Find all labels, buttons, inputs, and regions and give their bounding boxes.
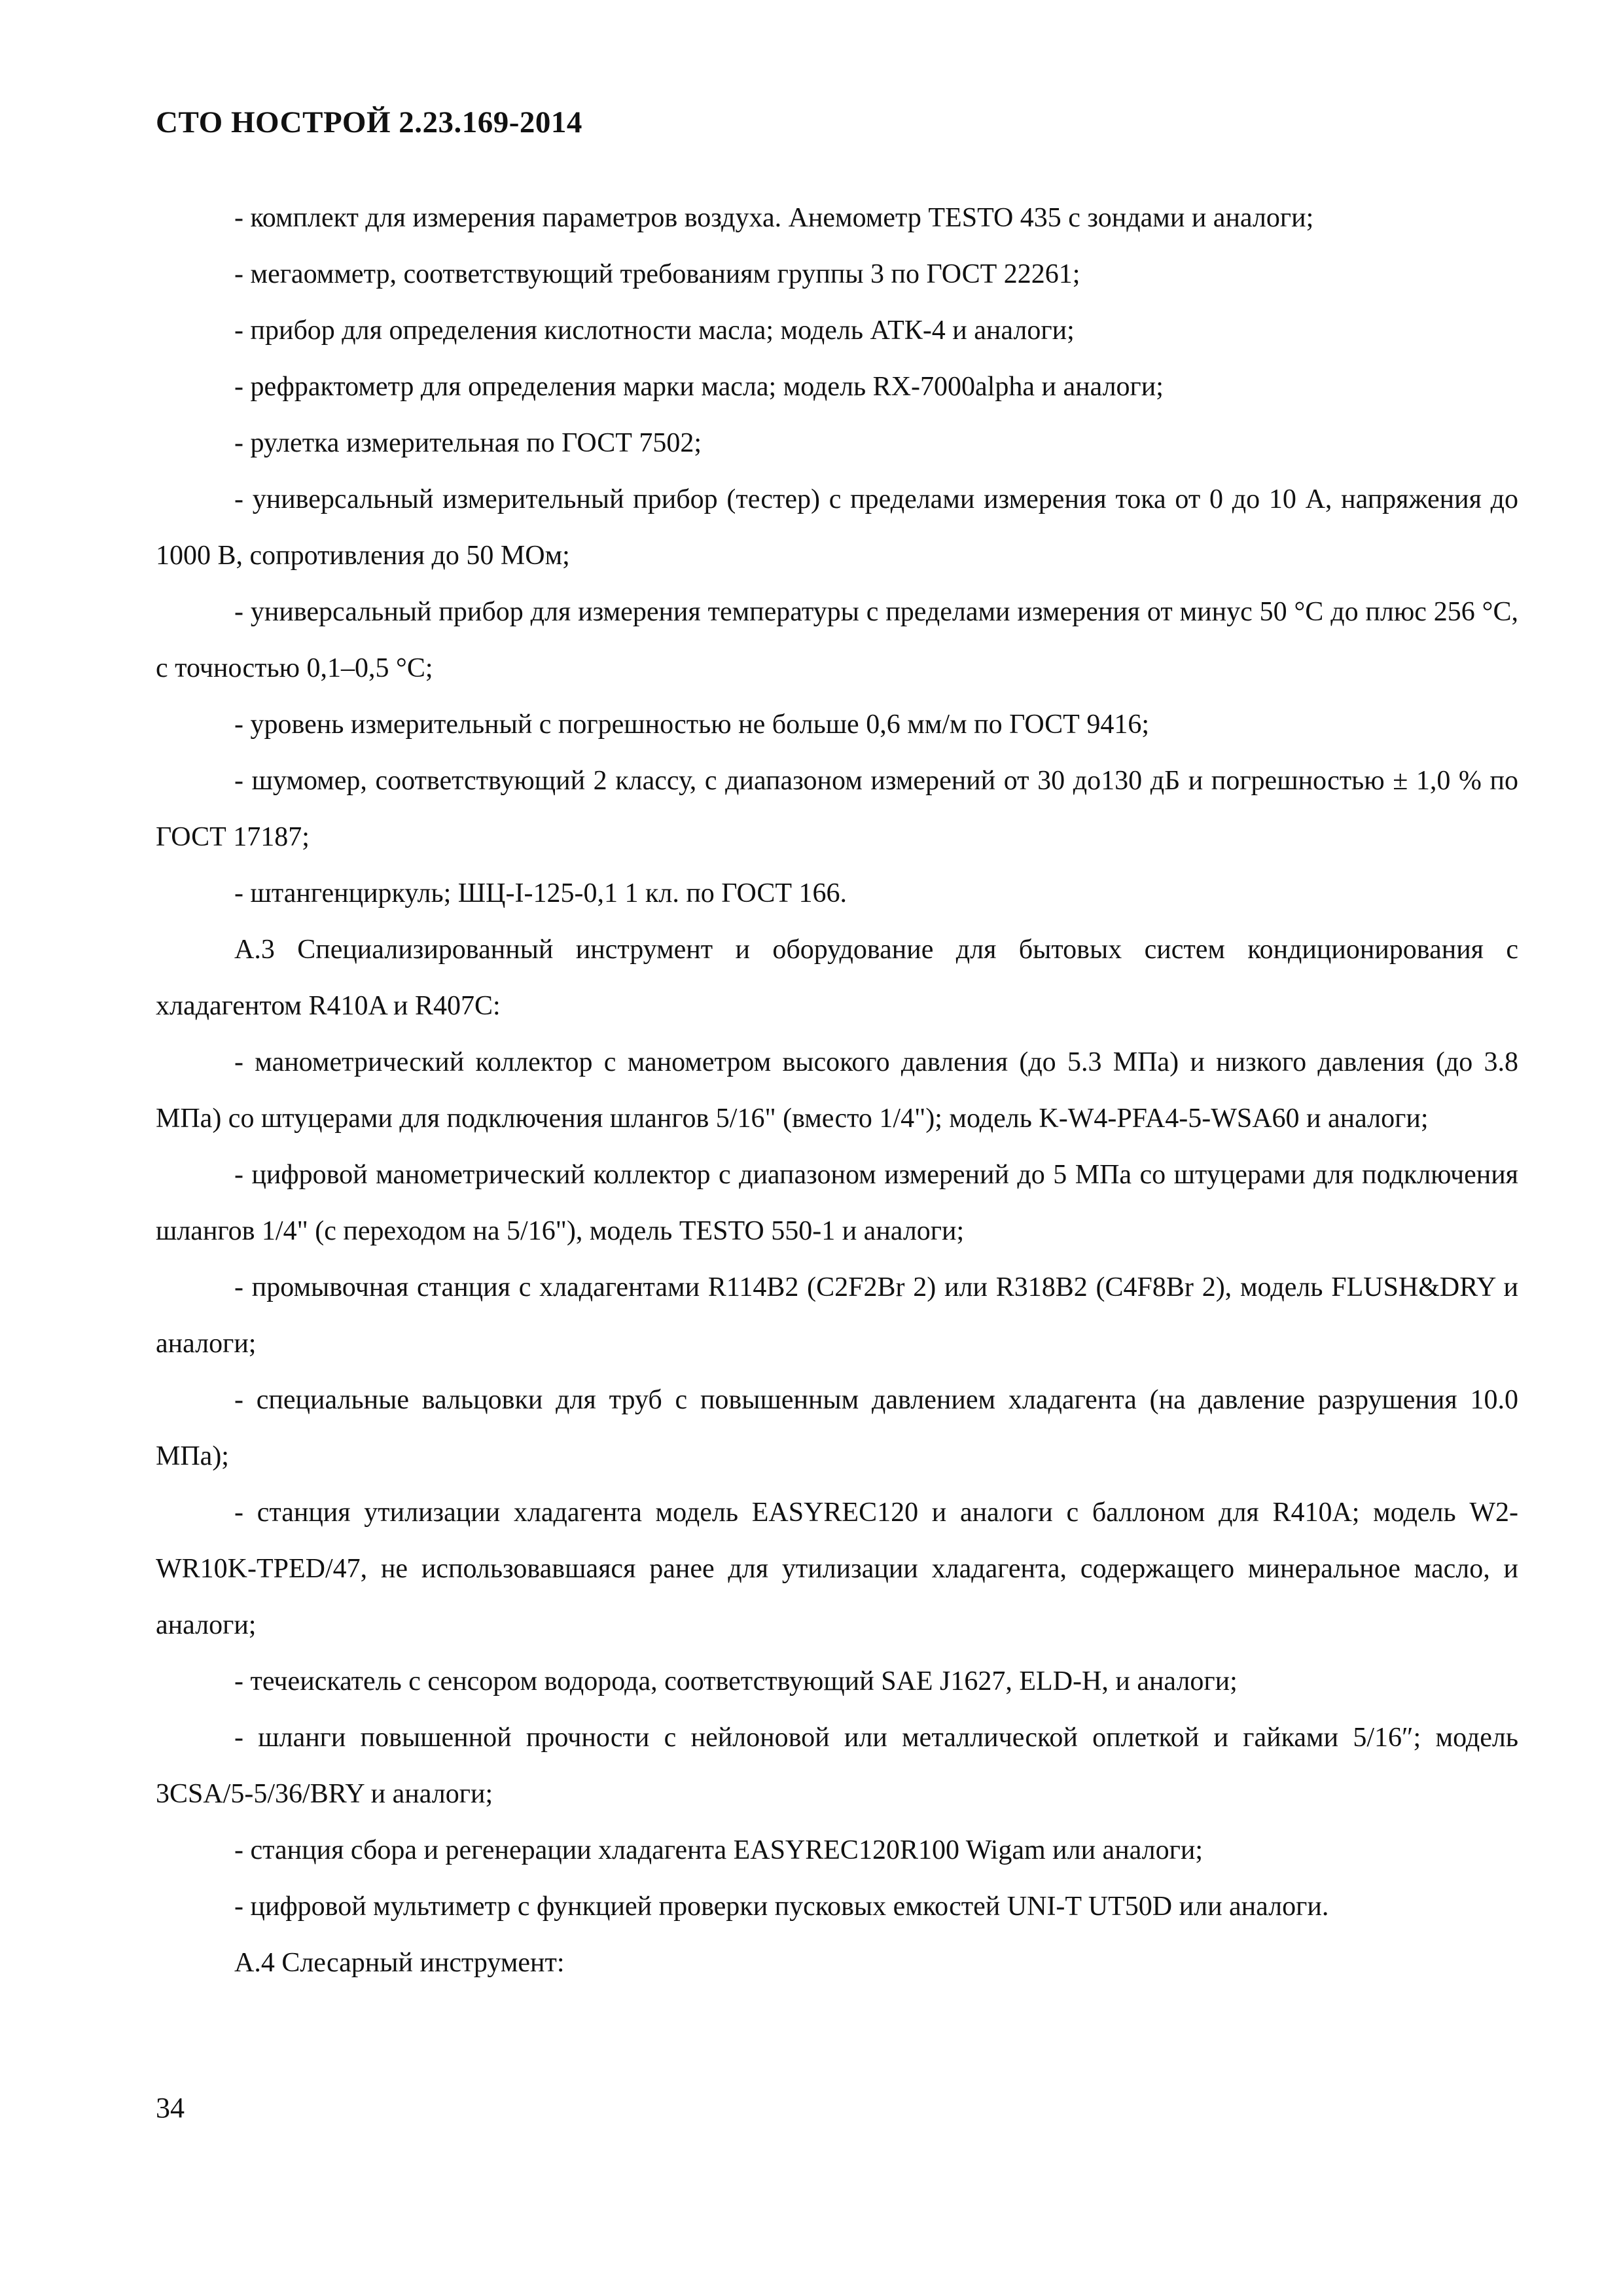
paragraph-12: - манометрический коллектор с манометром высокого давления (до 5.3 МПа) и низкого давления (до 3.8 МПа) со штуцерами для подключения шлангов 5/16" (вместо 1/4"); модель K-W4-PFA4-5-WSA60 и аналоги; — [156, 1047, 1518, 1134]
paragraph-9: - шумомер, соответствующий 2 классу, с диапазоном измерений от 30 до130 дБ и погрешностью ± 1,0 % по ГОСТ 17187; — [156, 766, 1518, 852]
paragraph-8: - уровень измерительный с погрешностью не больше 0,6 мм/м по ГОСТ 9416; — [234, 709, 1149, 740]
paragraph-7: - универсальный прибор для измерения температуры с пределами измерения от минус 50 °С до плюс 256 °С, с точностью 0,1–0,5 °С; — [156, 597, 1518, 683]
paragraph-6: - универсальный измерительный прибор (тестер) с пределами измерения тока от 0 до 10 А, напряжения до 1000 В, сопротивления до 50 МОм; — [156, 484, 1518, 571]
paragraph-16: - станция утилизации хладагента модель EASYREC120 и аналоги с баллоном для R410A; модель W2-WR10K-TPED/47, не использовавшаяся ранее для утилизации хладагента, содержащего минеральное масло, и аналоги; — [156, 1498, 1518, 1640]
paragraph-5: - рулетка измерительная по ГОСТ 7502; — [234, 428, 702, 458]
paragraph-3: - прибор для определения кислотности масла; модель АТК-4 и аналоги; — [234, 315, 1075, 346]
paragraph-15: - специальные вальцовки для труб с повышенным давлением хладагента (на давление разрушения 10.0 МПа); — [156, 1385, 1518, 1471]
paragraph-19: - станция сбора и регенерации хладагента EASYREC120R100 Wigam или аналоги; — [234, 1835, 1204, 1865]
paragraph-13: - цифровой манометрический коллектор с диапазоном измерений до 5 МПа со штуцерами для подключения шлангов 1/4" (с переходом на 5/16"), модель TESTO 550-1 и аналоги; — [156, 1160, 1518, 1246]
paragraph-10: - штангенциркуль; ШЦ-I-125-0,1 1 кл. по ГОСТ 166. — [234, 878, 847, 908]
paragraph-2: - мегаомметр, соответствующий требованиям группы 3 по ГОСТ 22261; — [234, 259, 1080, 289]
paragraph-1: - комплект для измерения параметров воздуха. Анемометр TESTO 435 с зондами и аналоги; — [234, 203, 1314, 233]
paragraph-17: - течеискатель с сенсором водорода, соответствующий SAE J1627, ELD-H, и аналоги; — [234, 1666, 1238, 1696]
section-heading-a4: А.4 Слесарный инструмент: — [234, 1948, 565, 1978]
document-header-code: СТО НОСТРОЙ 2.23.169-2014 — [156, 105, 582, 139]
paragraph-20: - цифровой мультиметр с функцией проверки пусковых емкостей UNI-T UT50D или аналоги. — [234, 1892, 1329, 1922]
paragraph-4: - рефрактометр для определения марки масла; модель RX-7000alpha и аналоги; — [234, 372, 1164, 402]
document-body — [156, 190, 1518, 1991]
paragraph-14: - промывочная станция с хладагентами R114B2 (C2F2Br 2) или R318B2 (C4F8Br 2), модель FLUSH&DRY и аналоги; — [156, 1272, 1518, 1359]
paragraph-18: - шланги повышенной прочности с нейлоновой или металлической оплеткой и гайками 5/16″; модель 3CSA/5-5/36/BRY и аналоги; — [156, 1723, 1518, 1809]
page-number: 34 — [156, 2092, 185, 2124]
section-heading-a3: А.3 Специализированный инструмент и оборудование для бытовых систем кондиционирования с хладагентом R410A и R407C: — [156, 935, 1518, 1021]
